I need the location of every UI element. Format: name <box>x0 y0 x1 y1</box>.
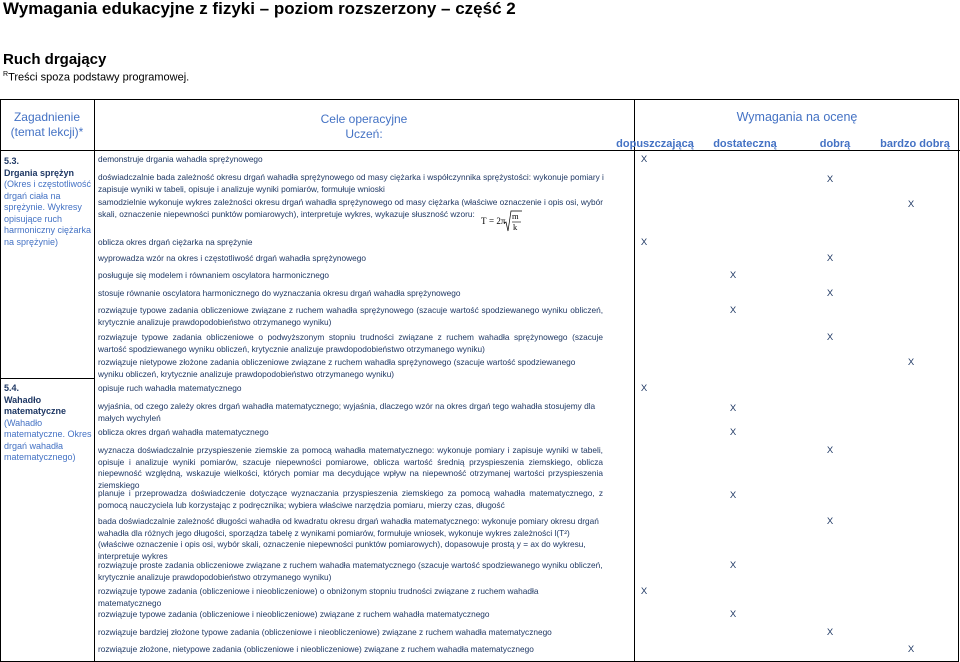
goal-row: oblicza okres drgań ciężarka na sprężynie <box>98 237 253 247</box>
goal-row: wyznacza doświadczalnie przyspieszenie ziemskie za pomocą wahadła matematycznego: wykonuje pomiary i zapisuje wyniki w tabeli, opisuje i analizuje wyniki pomiarów, szacuje niepewności pomiarowe, oblicza wartość średnią przyspieszenia ziemskiego, oblicza niepewność względną, wskazuje wielkości, których pomiar ma decydujące wpływ na niepewność otrzymanej wartości przyspieszenia ziemskiego <box>98 445 603 490</box>
goal-row: rozwiązuje typowe zadania obliczeniowe o podwyższonym stopniu trudności związane z ruchem wahadła sprężynowego (szacuje wartość spodziewanego wyniku obliczeń, krytycznie analizuje prawdopodobieństwo otrzymanego wyniku) <box>98 332 603 354</box>
goals-header-line2: Uczeń: <box>345 127 383 141</box>
level-header-bardzo-dobra: bardzo dobrą <box>880 138 950 150</box>
goals-column-header <box>94 112 634 142</box>
goal-row: opisuje ruch wahadła matematycznego <box>98 383 242 393</box>
requirement-mark: X <box>729 403 737 414</box>
goal-row: rozwiązuje złożone, nietypowe zadania (obliczeniowe i nieobliczeniowe) związane z ruchem wahadła matematycznego <box>98 644 534 654</box>
level-header-dopuszczajaca: dopuszczającą <box>616 138 694 150</box>
requirement-mark: X <box>826 445 834 456</box>
goal-row: planuje i przeprowadza doświadczenie dotyczące wyznaczania przyspieszenia ziemskiego za pomocą wahadła matematycznego, z pomocą nauczyciela lub korzystając z podręcznika; wybiera właściwe narzędzia pomiaru, mierzy czas, długość <box>98 488 603 510</box>
goal-row: wyjaśnia, od czego zależy okres drgań wahadła matematycznego; wyjaśnia, dlaczego wzór na okres drgań tego wahadła stosujemy dla małych wychyleń <box>98 401 596 423</box>
topic-number: 5.3. <box>4 156 20 166</box>
goal-row: rozwiązuje proste zadania obliczeniowe związane z ruchem wahadła matematycznego (szacuje wartość spodziewanego wyniku obliczeń, krytycznie analizuje prawdopodobieństwo otrzymanego wyniku) <box>98 560 603 582</box>
requirement-mark: X <box>826 174 834 185</box>
topic-description: (Okres i częstotliwość drgań ciała na sprężynie. Wykresy opisujące ruch harmoniczny ciężarka na sprężynie) <box>4 179 92 247</box>
goal-row: samodzielnie wykonuje wykres zależności okresu drgań wahadła sprężynowego od masy ciężarka (właściwe oznaczenie i opis osi, wybór skali, oznaczenie niepewności punktów pomiarowych), interpretuje wykres, wykazuje słuszność wzoru: <box>98 197 603 219</box>
goal-row: bada doświadczalnie zależność długości wahadła od kwadratu okresu drgań wahadła matematycznego: wykonuje pomiary okresu drgań wahadła dla różnych jego długości, sporządza tabelę z wynikami pomiarów, formułuje wniosek, wykonuje wykres zależności l(T²) (właściwe oznaczenie i opis osi, wybór skali, oznaczenie niepewności punktów pomiarowych), dopasowuje prostą y = ax do wykresu, interpretuje wykres <box>98 516 599 561</box>
topic-title: Drgania sprężyn <box>4 167 75 178</box>
goal-row: posługuje się modelem i równaniem oscylatora harmonicznego <box>98 270 330 280</box>
goal-row: wyprowadza wzór na okres i częstotliwość drgań wahadła sprężynowego <box>98 253 366 263</box>
goal-row: stosuje równanie oscylatora harmonicznego do wyznaczania okresu drgań wahadła sprężynowego <box>98 288 461 298</box>
requirement-mark: X <box>729 270 737 281</box>
document-title: Wymagania edukacyjne z fizyki – poziom rozszerzony – część 2 <box>3 0 516 18</box>
requirement-mark: X <box>729 560 737 571</box>
requirement-mark: X <box>729 490 737 501</box>
topic-number: 5.4. <box>4 383 20 393</box>
requirements-header: Wymagania na ocenę <box>736 110 858 124</box>
requirement-mark: X <box>729 427 737 438</box>
level-header-dostateczna: dostateczną <box>713 138 777 150</box>
formula-lhs: T <box>481 216 487 226</box>
formula-denominator: k <box>513 222 518 232</box>
section-title: Ruch drgający <box>3 51 107 68</box>
goal-row: rozwiązuje typowe zadania obliczeniowe związane z ruchem wahadła sprężynowego (szacuje wartość spodziewanego wyniku obliczeń, krytycznie analizuje prawdopodobieństwo otrzymanego wyniku) <box>98 305 603 327</box>
goal-row: demonstruje drgania wahadła sprężynowego <box>98 154 263 164</box>
formula-numerator: m <box>512 211 519 221</box>
requirement-mark: X <box>907 357 915 368</box>
topic-description: (Wahadło matematyczne. Okres drgań wahadła matematycznego) <box>4 417 92 462</box>
goal-row: oblicza okres drgań wahadła matematycznego <box>98 427 269 437</box>
requirement-mark: X <box>640 383 648 394</box>
requirement-mark: X <box>826 253 834 264</box>
requirement-mark: X <box>640 586 648 597</box>
requirement-mark: X <box>729 609 737 620</box>
requirement-mark: X <box>907 199 915 210</box>
requirement-mark: X <box>640 237 648 248</box>
goal-row: rozwiązuje typowe zadania (obliczeniowe i nieobliczeniowe) związane z ruchem wahadła matematycznego <box>98 609 490 619</box>
note-text: Treści spoza podstawy programowej. <box>8 71 190 84</box>
goal-row: rozwiązuje bardziej złożone typowe zadania (obliczeniowe i nieobliczeniowe) związane z ruchem wahadła matematycznego <box>98 627 552 637</box>
topic-column-header <box>0 110 94 140</box>
requirement-mark: X <box>826 627 834 638</box>
requirement-mark: X <box>640 154 648 165</box>
level-header-dobra: dobrą <box>819 138 851 150</box>
topic-cell <box>4 156 94 248</box>
requirement-mark: X <box>826 332 834 343</box>
topic-header-line2: (temat lekcji)* <box>10 125 84 139</box>
note-superscript: R <box>3 71 9 78</box>
topic-cell <box>4 383 94 464</box>
goal-row: rozwiązuje nietypowe złożone zadania obliczeniowe związane z ruchem wahadła sprężynowego (szacuje wartość spodziewanego wyniku obliczeń, krytycznie analizuje prawdopodobieństwo otrzymanego wyniku) <box>98 357 576 379</box>
requirement-mark: X <box>907 644 915 655</box>
formula-eq: = 2π <box>489 216 506 226</box>
goal-row: rozwiązuje typowe zadania (obliczeniowe i nieobliczeniowe) o obniżonym stopniu trudności związane z ruchem wahadła matematycznego <box>98 586 539 608</box>
goal-row: doświadczalnie bada zależność okresu drgań wahadła sprężynowego od masy ciężarka i współczynnika sprężystości: wykonuje pomiary i zapisuje wyniki w tabeli, opisuje i analizuje wyniki pomiarów, formułuje wnioski <box>98 172 604 194</box>
topic-title: Wahadło matematyczne <box>4 394 67 416</box>
topic-header-line1: Zagadnienie <box>13 110 81 124</box>
requirement-mark: X <box>826 516 834 527</box>
requirement-mark: X <box>729 305 737 316</box>
requirement-mark: X <box>826 288 834 299</box>
goals-header-line1: Cele operacyjne <box>320 112 408 126</box>
superscript-note <box>3 71 189 84</box>
